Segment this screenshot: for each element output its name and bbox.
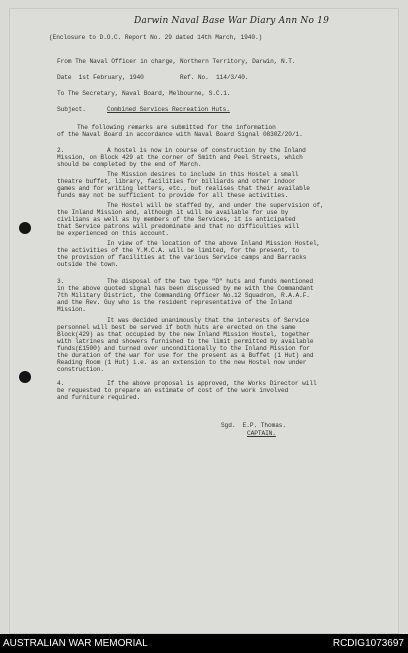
para3-line: in the above quoted signal has been discussed by me with the Commandant xyxy=(57,285,314,292)
para2-line: be experienced on this account. xyxy=(57,230,170,237)
archive-footer xyxy=(0,634,408,653)
para3-line: with latrines and showers furnished to the limit permitted by available xyxy=(57,338,314,345)
para2-line: The Hostel will be staffed by, and under the supervision of, xyxy=(107,202,324,209)
para2-line: A hostel is now in course of construction by the Inland xyxy=(107,147,306,154)
para3-line: The disposal of the two type "D" huts and funds mentioned xyxy=(107,278,313,285)
para3-line: the duration of the war for use for the present as a Buffet (1 Hut) and xyxy=(57,352,314,359)
para2-line: the activities of the Y.M.C.A. will be limited, for the present, to xyxy=(57,247,300,254)
para2-line: the provision of facilities at the various Service camps and Barracks xyxy=(57,254,307,261)
enclosure-line: (Enclosure to D.O.C. Report No. 29 dated 14th March, 1940.) xyxy=(49,34,263,41)
para3-line: and the Rev. Guy who is the resident representative of the Inland xyxy=(57,299,292,306)
para3-line: Block(429) as that occupied by the new Inland Mission Hostel, together xyxy=(57,331,310,338)
from-line: From The Naval Officer in charge, Northern Territory, Darwin, N.T. xyxy=(57,58,296,65)
para4-line: be requested to prepare an estimate of cost of the work involved xyxy=(57,387,289,394)
para2-line: Mission, on Block 429 at the corner of Smith and Peel Streets, which xyxy=(57,154,303,161)
punch-hole xyxy=(19,222,31,234)
para3-line: personnel will best be served if both huts are erected on the same xyxy=(57,324,296,331)
intro-line: of the Naval Board in accordance with Naval Board Signal 0830Z/20/1. xyxy=(57,131,303,138)
signature-name: Sgd. E.P. Thomas. xyxy=(221,422,287,429)
para2-line: civilians as well as by members of the Services, it is anticipated xyxy=(57,216,296,223)
date-ref-line: Date 1st February, 1940 Ref. No. 114/3/40. xyxy=(57,74,249,81)
para2-line: should be completed by the end of March. xyxy=(57,161,202,168)
para3-line: funds(£1500) and turned over unconditionally to the Inland Mission for xyxy=(57,345,310,352)
para3-number: 3. xyxy=(57,278,65,285)
para3-line: 7th Military District, the Commanding Officer No.12 Squadron, R.A.A.F. xyxy=(57,292,310,299)
punch-hole xyxy=(19,371,31,383)
footer-institution: AUSTRALIAN WAR MEMORIAL xyxy=(3,638,148,649)
document-page xyxy=(9,8,399,634)
intro-line: The following remarks are submitted for the information xyxy=(77,124,276,131)
para2-line: The Mission desires to include in this Hostel a small xyxy=(107,171,299,178)
para3-line: Mission. xyxy=(57,306,86,313)
handwritten-annotation: Darwin Naval Base War Diary Ann No 19 xyxy=(134,16,330,26)
para2-line: outside the town. xyxy=(57,261,119,268)
para3-line: construction. xyxy=(57,366,104,373)
signature-title: CAPTAIN. xyxy=(247,430,276,437)
para3-line: Reading Room (1 Hut) i.e. as an extension to the new Hostel now under xyxy=(57,359,307,366)
para4-number: 4. xyxy=(57,380,65,387)
subject-title: Combined Services Recreation Huts. xyxy=(107,106,230,113)
para2-line: that Service patrons will predominate and that no difficulties will xyxy=(57,223,300,230)
para3-line: It was decided unanimously that the interests of Service xyxy=(107,317,310,324)
footer-record-id: RCDIG1073697 xyxy=(332,638,404,649)
para2-number: 2. xyxy=(57,147,65,154)
subject-label: Subject. xyxy=(57,106,86,113)
para2-line: funds may not be sufficient to provide for all these activities. xyxy=(57,192,289,199)
para2-line: In view of the location of the above Inland Mission Hostel, xyxy=(107,240,321,247)
para4-line: If the above proposal is approved, the Works Director will xyxy=(107,380,317,387)
to-line: To The Secretary, Naval Board, Melbourne, S.C.1. xyxy=(57,90,231,97)
para2-line: games and for writing letters, etc., but realises that their available xyxy=(57,185,310,192)
para2-line: theatre buffet, library, facilities for billiards and other indoor xyxy=(57,178,296,185)
para4-line: and furniture required. xyxy=(57,394,141,401)
para2-line: the Inland Mission and, although it will be available for use by xyxy=(57,209,289,216)
